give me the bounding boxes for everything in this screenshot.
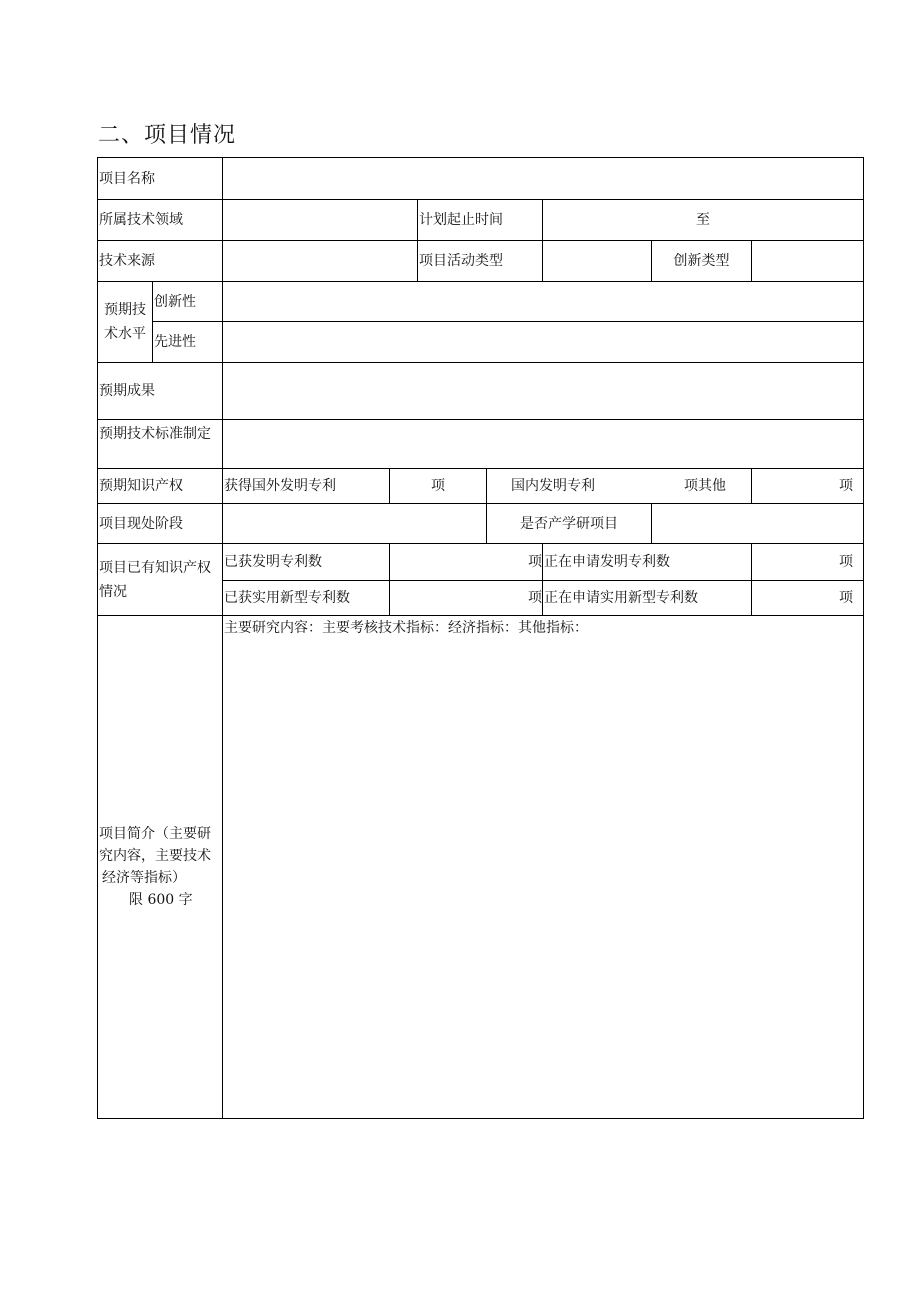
- tech-field-label: 所属技术领域: [99, 212, 183, 228]
- summary-label-line3: 经济等指标）: [102, 870, 186, 886]
- advanced-label: 先进性: [154, 334, 196, 350]
- innovation-type-field[interactable]: [752, 241, 863, 281]
- tech-source-field[interactable]: [223, 241, 417, 281]
- advanced-field[interactable]: [223, 322, 863, 362]
- project-name-label: 项目名称: [99, 170, 155, 187]
- innovation-label: 创新性: [154, 293, 196, 310]
- project-name-field[interactable]: [223, 158, 863, 199]
- section-title: 二、项目情况: [98, 123, 237, 148]
- got-invention-label: 已获发明专利数: [224, 554, 322, 570]
- tech-field-field[interactable]: [223, 200, 417, 240]
- expected-level-label: [98, 282, 152, 362]
- activity-type-label: 项目活动类型: [419, 253, 503, 269]
- summary-label: [98, 616, 222, 1118]
- existing-ip-label-line1: 项目已有知识产权: [99, 559, 211, 576]
- domestic-patent-unit-other: 项其他: [684, 478, 726, 494]
- got-utility-label: 已获实用新型专利数: [224, 590, 350, 606]
- standard-label: 预期技术标准制定: [99, 426, 211, 442]
- activity-type-field[interactable]: [543, 241, 651, 281]
- tech-source-label: 技术来源: [99, 253, 155, 269]
- ip-label: 预期知识产权: [99, 478, 183, 494]
- summary-label-line4: 限 600 字: [129, 892, 193, 908]
- is-iur-field[interactable]: [652, 504, 863, 543]
- domestic-patent-label: 国内发明专利: [511, 478, 595, 494]
- foreign-patent-count[interactable]: 项: [431, 478, 445, 494]
- existing-ip-label-line2: 情况: [99, 583, 127, 600]
- plan-time-label: 计划起止时间: [419, 212, 503, 228]
- applying-invention-label: 正在申请发明专利数: [544, 554, 670, 570]
- applying-invention-count[interactable]: 项: [839, 554, 853, 570]
- summary-label-line2: 究内容，主要技术: [99, 848, 211, 864]
- existing-ip-label: [98, 544, 222, 615]
- is-iur-label: 是否产学研项目: [520, 515, 618, 532]
- summary-field[interactable]: 主要研究内容：主要考核技术指标：经济指标：其他指标：: [224, 620, 588, 636]
- applying-utility-count[interactable]: 项: [839, 590, 853, 606]
- other-ip-count[interactable]: 项: [839, 478, 853, 494]
- expected-result-field[interactable]: [223, 363, 863, 419]
- expected-result-label: 预期成果: [99, 383, 155, 399]
- stage-field[interactable]: [223, 504, 486, 543]
- summary-label-line1: 项目简介（主要研: [99, 826, 211, 842]
- plan-time-field[interactable]: 至: [696, 212, 710, 228]
- expected-level-label-line2: 术水平: [104, 326, 146, 342]
- innovation-field[interactable]: [223, 282, 863, 321]
- stage-label: 项目现处阶段: [99, 515, 183, 532]
- got-utility-count[interactable]: 项: [528, 590, 542, 606]
- applying-utility-label: 正在申请实用新型专利数: [544, 590, 698, 606]
- standard-field[interactable]: [223, 420, 863, 468]
- domestic-patent-cell[interactable]: [487, 469, 751, 503]
- got-invention-count[interactable]: 项: [528, 554, 542, 570]
- foreign-patent-label: 获得国外发明专利: [224, 478, 336, 494]
- expected-level-label-line1: 预期技: [104, 302, 146, 318]
- innovation-type-label: 创新类型: [673, 253, 730, 269]
